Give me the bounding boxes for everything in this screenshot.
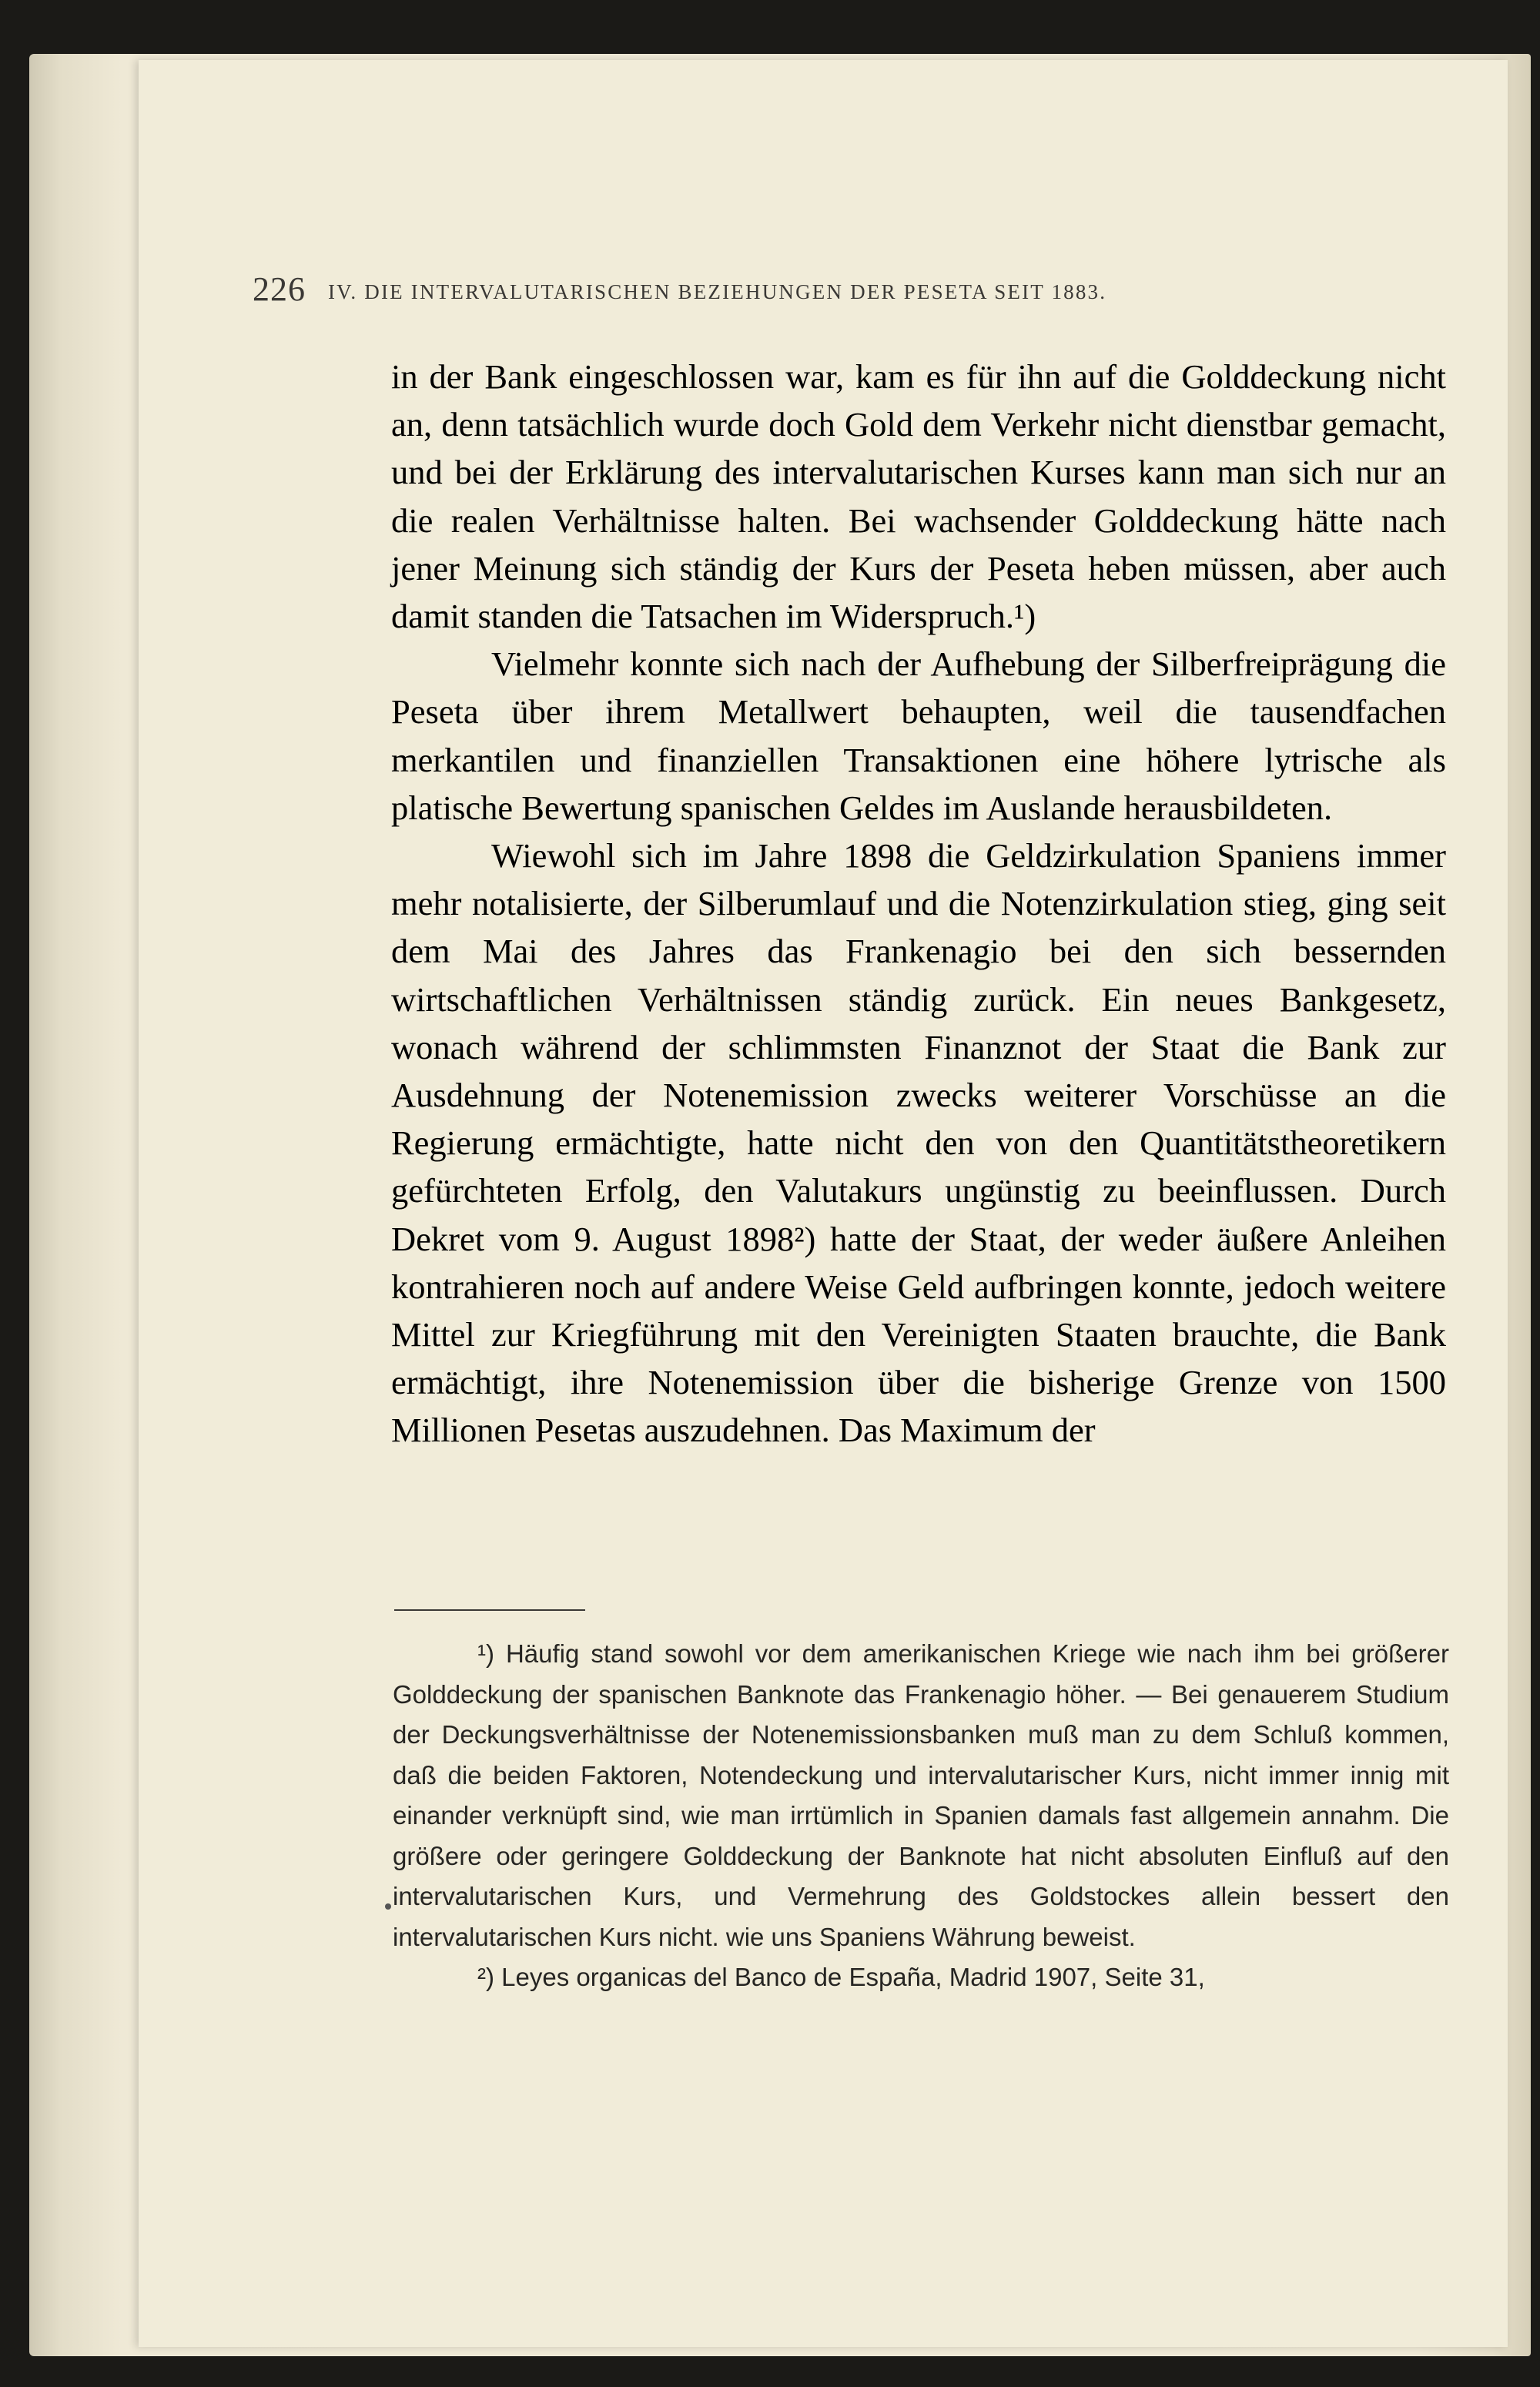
footnote-2: ²) Leyes organicas del Banco de España, Madrid 1907, Seite 31,	[477, 1963, 1205, 1991]
margin-mark	[385, 1903, 391, 1910]
paragraph-3: Wiewohl sich im Jahre 1898 die Geldzirkulation Spaniens immer mehr notalisierte, der Silberumlauf und die Notenzirkulation stieg, ging seit dem Mai des Jahres das Frankenagio bei den sich bessernden wirtschaftlichen Verhältnissen ständig zurück. Ein neues Bankgesetz, wonach während der schlimmsten Finanznot der Staat die Bank zur Ausdehnung der Notenemission zwecks weiterer Vorschüsse an die Regierung ermächtigte, hatte nicht den von den Quantitätstheoretikern gefürchteten Erfolg, den Valutakurs ungünstig zu beeinflussen. Durch Dekret vom 9. August 1898²) hatte der Staat, der weder äußere Anleihen kontrahieren noch auf andere Weise Geld aufbringen konnte, jedoch weitere Mittel zur Kriegführung mit den Vereinigten Staaten brauchte, die Bank ermächtigt, ihre Notenemission über die bisherige Grenze von 1500 Millionen Pesetas auszudehnen. Das Maximum der	[391, 836, 1446, 1450]
running-title: IV. DIE INTERVALUTARISCHEN BEZIEHUNGEN DER PESETA SEIT 1883.	[327, 280, 1107, 303]
page-number: 226	[253, 270, 306, 308]
paragraph-2: Vielmehr konnte sich nach der Aufhebung der Silberfreiprägung die Peseta über ihrem Metallwert behaupten, weil die tausendfachen merkantilen und finanziellen Transaktionen eine höhere lytrische als platische Bewertung spanischen Geldes im Auslande herausbildeten.	[391, 644, 1446, 827]
main-text	[391, 353, 1446, 1455]
footnotes	[393, 1634, 1449, 1998]
footnote-separator	[394, 1609, 585, 1611]
footnote-1: ¹) Häufig stand sowohl vor dem amerikanischen Kriege wie nach ihm bei größerer Golddeckung der spanischen Banknote das Frankenagio höher. — Bei genauerem Studium der Deckungsverhältnisse der Notenemissionsbanken muß man zu dem Schluß kommen, daß die beiden Faktoren, Notendeckung und intervalutarischer Kurs, nicht immer innig mit einander verknüpft sind, wie man irrtümlich in Spanien damals fast allgemein annahm. Die größere oder geringere Golddeckung der Banknote hat nicht absoluten Einfluß auf den intervalutarischen Kurs, und Vermehrung des Goldstockes allein bessert den intervalutarischen Kurs nicht. wie uns Spaniens Währung beweist.	[393, 1639, 1449, 1951]
running-header	[253, 270, 1461, 309]
paragraph-1: in der Bank eingeschlossen war, kam es für ihn auf die Golddeckung nicht an, denn tatsächlich wurde doch Gold dem Verkehr nicht dienstbar gemacht, und bei der Erklärung des intervalutarischen Kurses kann man sich nur an die realen Verhältnisse halten. Bei wachsender Golddeckung hätte nach jener Meinung sich ständig der Kurs der Peseta heben müssen, aber auch damit standen die Tatsachen im Widerspruch.¹)	[391, 357, 1446, 636]
